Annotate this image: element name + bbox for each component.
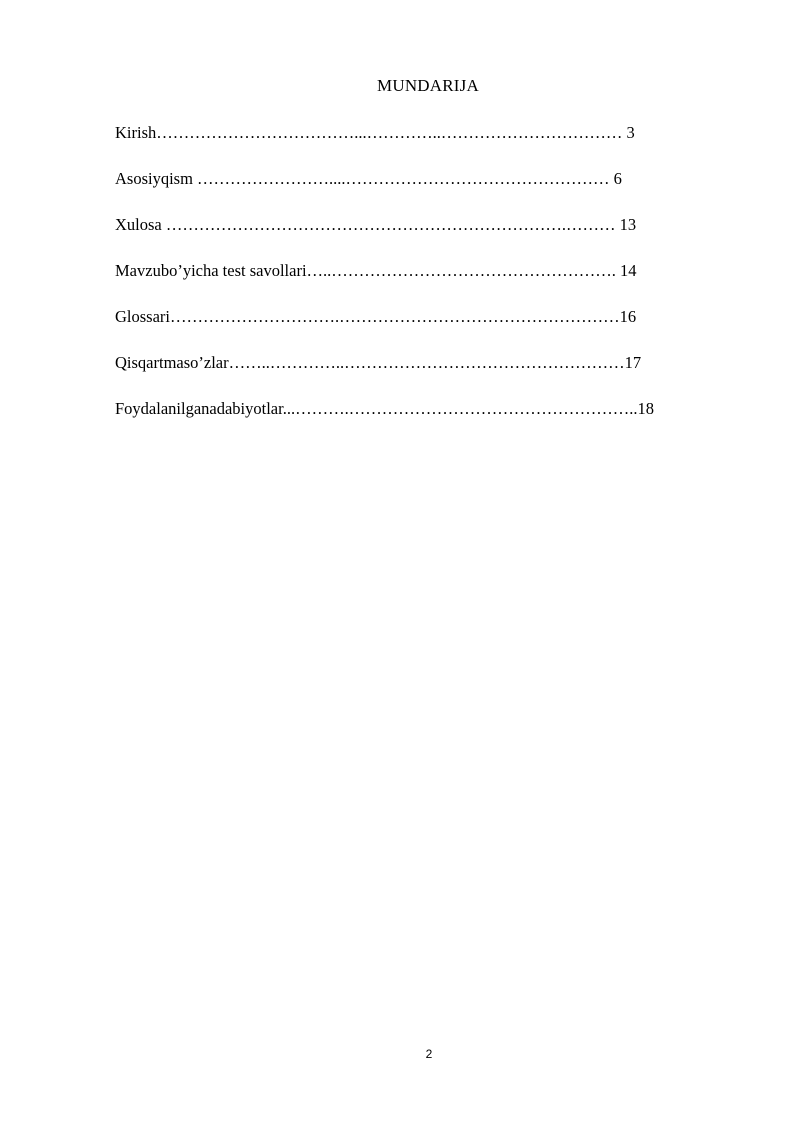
toc-entry-adabiyotlar: Foydalanilganadabiyotlar...……….……………………………………………..18 xyxy=(115,399,654,418)
toc-entry-kirish: Kirish………………………………...…………..…………………………… 3 xyxy=(115,123,635,142)
page-title: MUNDARIJA xyxy=(377,76,479,95)
toc-entry-glossari: Glossari………………………….……………………………………………16 xyxy=(115,307,637,326)
toc-entry-test-savollari: Mavzubo’yicha test savollari…..……………………………………………. 14 xyxy=(115,261,637,280)
page-number: 2 xyxy=(425,1047,433,1061)
toc-entry-qisqartma-sozlar: Qisqartmaso’zlar……..…………..……………………………………………17 xyxy=(115,353,642,372)
toc-entry-xulosa: Xulosa ……………………………………………………………….……… 13 xyxy=(115,215,637,234)
toc-entry-asosiyqism: Asosiyqism ……………………....………………………………………… 6 xyxy=(115,169,622,188)
table-of-contents xyxy=(115,122,715,444)
